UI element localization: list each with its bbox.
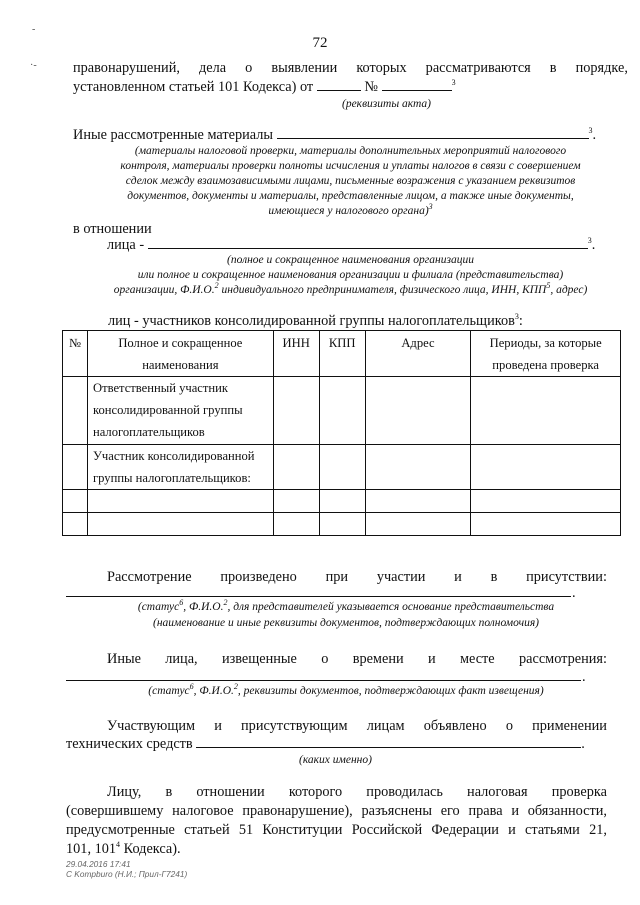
caption: или полное и сокращенное наименования организации и филиала (представительства): [137, 269, 564, 281]
table-header-row: [63, 331, 621, 377]
col-periods-header: Периоды, за которые проведена проверка: [471, 331, 621, 377]
person-field: [148, 248, 588, 249]
fill-line-end: .: [582, 669, 586, 685]
table-row: [63, 445, 621, 490]
paragraph-line: правонарушений, дела о выявлении которых рассматриваются в порядке,: [73, 60, 628, 76]
paragraph-line: Участвующим и присутствующим лицам объявлено о применении: [107, 718, 607, 734]
paragraph-line: 101, $101^4$ Кодекса).: [66, 840, 181, 857]
paragraph-line: Лицу, в отношении которого проводилась налоговая проверка: [107, 784, 607, 800]
participants-table: [62, 330, 621, 536]
col-inn-header: ИНН: [273, 331, 319, 377]
paragraph-line: Иные лица, извещенные о времени и месте рассмотрения:: [107, 651, 607, 667]
print-source: С Kompburo (Н.И.; Прил-Г7241): [66, 869, 188, 879]
caption: (полное и сокращенное наименования организации: [227, 254, 474, 266]
other-materials-field: [277, 138, 589, 139]
fill-line: [66, 680, 581, 681]
table-row: [63, 513, 621, 536]
caption: (реквизиты акта): [342, 98, 432, 110]
other-materials-line: Иные рассмотренные материалы $^3$.: [73, 126, 597, 143]
table-row: [63, 377, 621, 445]
caption: (каких именно): [299, 754, 372, 766]
technical-means-field: [196, 747, 581, 748]
fill-line: [66, 596, 571, 597]
margin-mark: -: [32, 24, 36, 35]
col-name-header: Полное и сокращенное наименования: [87, 331, 273, 377]
caption: (материалы налоговой проверки, материалы дополнительных мероприятий налогового: [134, 145, 567, 157]
caption: документов, документы и материалы, представленные лицом, а также иные документы,: [127, 190, 574, 202]
regarding-label: в отношении: [73, 221, 152, 237]
paragraph-line: предусмотренные статьей 51 Конституции Российской Федерации и статьями 21,: [66, 822, 607, 838]
act-number-field: [382, 90, 452, 91]
caption: контроля, материалы проверки полноты исчисления и уплаты налогов в связи с совершением: [120, 160, 581, 172]
caption: (наименование и иные реквизиты документов, подтверждающих полномочия): [152, 617, 540, 629]
fill-line-end: .: [572, 585, 576, 601]
responsible-participant-cell: Ответственный участник консолидированной группы налогоплательщиков: [87, 377, 273, 445]
col-address-header: Адрес: [365, 331, 471, 377]
col-number-header: №: [63, 331, 88, 377]
paragraph-line: (совершившему налоговое правонарушение), разъяснены его права и обязанности,: [66, 803, 607, 819]
act-details-line: установленном статьей 101 Кодекса) от № $^3$: [73, 78, 456, 95]
caption: (статус$^6$, Ф.И.О.$^2$, для представителей указывается основание представительства: [137, 598, 555, 613]
table-title: лиц - участников консолидированной группы налогоплательщиков$^3$:: [108, 312, 523, 329]
act-date-field: [317, 90, 361, 91]
page-number: 72: [312, 35, 328, 51]
caption: (статус$^6$, Ф.И.О.$^2$, реквизиты документов, подтверждающих факт извещения): [148, 682, 544, 697]
caption: организации, Ф.И.О.$^2$ индивидуального предпринимателя, физического лица, ИНН, КПП$^5$, адрес): [113, 281, 588, 296]
paragraph-line: Рассмотрение произведено при участии и в присутствии:: [107, 569, 607, 585]
col-kpp-header: КПП: [319, 331, 365, 377]
margin-mark: ·-: [30, 60, 37, 71]
person-line: лица - $^3$.: [107, 236, 596, 253]
caption: сделок между взаимозависимыми лицами, письменные возражения с указанием реквизитов: [125, 175, 576, 187]
table-row: [63, 490, 621, 513]
print-timestamp: 29.04.2016 17:41: [66, 859, 131, 869]
technical-means-line: технических средств .: [66, 736, 585, 752]
caption: имеющиеся у налогового органа)$^3$: [268, 202, 433, 217]
participant-cell: Участник консолидированной группы налогоплательщиков:: [87, 445, 273, 490]
